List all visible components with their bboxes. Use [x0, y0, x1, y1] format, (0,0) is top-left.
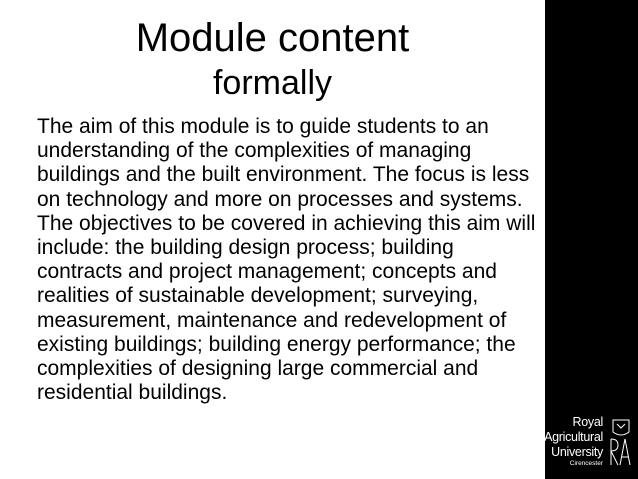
logo-line-agricultural: Agricultural [544, 430, 603, 444]
logo-line-cirencester: Cirencester [569, 460, 603, 467]
slide-title: Module content [135, 16, 410, 60]
university-logo [544, 415, 636, 473]
slide-body-text: The aim of this module is to guide students to an understanding of the complexities of managing buildings and the built environment. The focus is less on technology and more on processes and systems. The objectives to be covered in achieving this aim will include: the building design process; building contracts and project management; concepts and realities of sustainable development; surveying, measurement, maintenance and redevelopment of existing buildings; building energy performance; the complexities of designing large commercial and residential buildings. [37, 115, 536, 405]
slide-subtitle: formally [212, 64, 333, 102]
crest-icon [608, 417, 634, 471]
logo-line-royal: Royal [572, 415, 603, 429]
logo-line-university: University [551, 445, 603, 459]
brand-sidebar [545, 0, 638, 479]
logo-wordmark [544, 415, 603, 468]
